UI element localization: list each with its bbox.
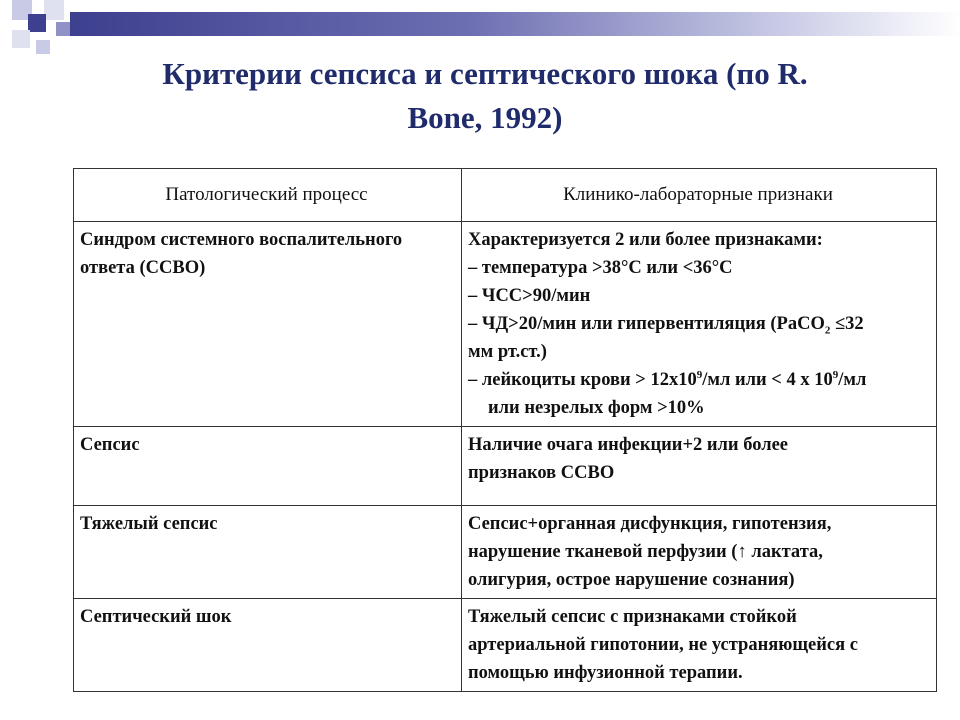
signs-cell	[462, 427, 937, 506]
slide-title	[70, 52, 900, 140]
table-row	[74, 599, 937, 692]
signs-cell	[462, 506, 937, 599]
header-decoration	[0, 0, 960, 60]
signs-text: Тяжелый сепсис с признаками стойкой	[468, 607, 797, 627]
signs-text: Наличие очага инфекции+2 или более	[468, 435, 789, 455]
process-text: ответа (ССВО)	[80, 258, 206, 278]
signs-text-part: /мл или < 4 х 10	[702, 370, 833, 390]
signs-text	[468, 310, 928, 338]
process-cell: Сепсис	[74, 427, 462, 506]
deco-square	[56, 22, 70, 36]
process-text: Синдром системного воспалительного	[80, 230, 403, 250]
signs-text-part: – ЧД>20/мин или гипервентиляция (PaCO	[468, 314, 825, 334]
signs-text-part: – лейкоциты крови > 12х10	[468, 370, 697, 390]
criteria-table	[73, 168, 937, 692]
process-cell: Тяжелый сепсис	[74, 506, 462, 599]
title-line-2: Bone, 1992)	[407, 100, 563, 135]
signs-text: – ЧСС>90/мин	[468, 286, 591, 306]
signs-text: мм рт.ст.)	[468, 342, 547, 362]
title-line-1: Критерии сепсиса и септического шока (по R.	[162, 56, 808, 91]
superscript: 9	[696, 368, 703, 381]
signs-text: Сепсис+органная дисфункция, гипотензия,	[468, 514, 832, 534]
deco-square	[28, 14, 46, 32]
header-gradient-bar	[70, 12, 960, 36]
process-cell	[74, 222, 462, 427]
process-cell: Септический шок	[74, 599, 462, 692]
signs-text: помощью инфузионной терапии.	[468, 663, 743, 683]
deco-square	[44, 0, 64, 20]
signs-text: артериальной гипотонии, не устраняющейся с	[468, 635, 858, 655]
signs-text	[468, 366, 928, 394]
deco-square	[36, 40, 50, 54]
signs-text: признаков ССВО	[468, 463, 615, 483]
header-signs: Клинико-лабораторные признаки	[462, 169, 937, 222]
signs-text: или незрелых форм >10%	[488, 398, 705, 418]
superscript: 9	[832, 368, 839, 381]
table-row	[74, 222, 937, 427]
header-process: Патологический процесс	[74, 169, 462, 222]
subscript: 2	[824, 324, 831, 337]
table-row	[74, 506, 937, 599]
table-header-row	[74, 169, 937, 222]
signs-text-part: /мл	[838, 370, 867, 390]
table-row	[74, 427, 937, 506]
signs-text: Характеризуется 2 или более признаками:	[468, 230, 823, 250]
signs-text: нарушение тканевой перфузии (↑ лактата,	[468, 542, 823, 562]
deco-square	[12, 30, 30, 48]
signs-cell	[462, 222, 937, 427]
signs-text-part: ≤32	[830, 314, 864, 334]
signs-text: олигурия, острое нарушение сознания)	[468, 570, 795, 590]
signs-cell	[462, 599, 937, 692]
signs-text: – температура >38°С или <36°С	[468, 258, 733, 278]
